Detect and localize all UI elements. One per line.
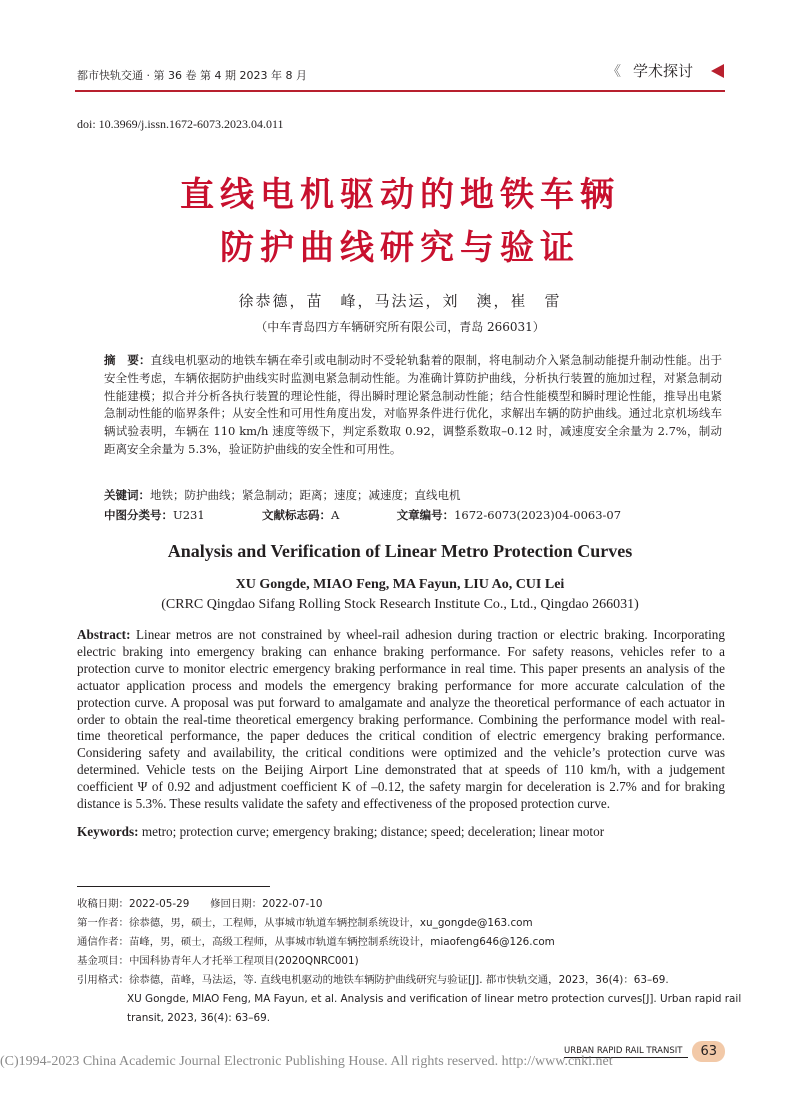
journal-issue-header: 都市快轨交通 · 第 36 卷 第 4 期 2023 年 8 月: [77, 69, 307, 82]
triangle-marker-icon: [711, 64, 724, 78]
keywords-en: [77, 824, 725, 840]
affiliation-en: (CRRC Qingdao Sifang Rolling Stock Research Institute Co., Ltd., Qingdao 266031): [161, 597, 639, 612]
abstract-en: [77, 627, 725, 813]
section-label: [607, 60, 724, 81]
clc-value: U231: [173, 508, 205, 522]
keywords-cn: [104, 487, 724, 503]
authors-en: XU Gongde, MIAO Feng, MA Fayun, LIU Ao, CUI Lei: [235, 577, 565, 592]
title-cn-line-1: 直线电机驱动的地铁车辆: [180, 175, 620, 215]
abstract-cn-text: 直线电机驱动的地铁车辆在牵引或电制动时不受轮轨黏着的限制，将电制动介入紧急制动能提升制动性能。出于安全性考虑，车辆依据防护曲线实时监测电紧急制动性能。为准确计算防护曲线，分析执行装置的施加过程，对紧急制动性能建模；拟合并分析各执行装置的理论性能，得出瞬时理论紧急制动性能；结合性能模型和瞬时理论性能，推导出电紧急制动性能的临界条件；从安全性和可用性角度出发，对临界条件进行优化，求解出车辆的防护曲线。通过北京机场线车辆试验表明，车辆在 110 km/h 速度等级下，判定系数取 0.92，调整系数取–0.12 时，减速度安全余量为 2.7%，制动距离安全余量为 5.3%，验证防护曲线的安全性和可用性。: [104, 353, 722, 456]
fund-note: 基金项目：中国科协青年人才托举工程项目(2020QNRC001): [77, 955, 359, 967]
received-dates: 收稿日期：2022-05-29 修回日期：2022-07-10: [77, 898, 323, 910]
keywords-cn-label: 关键词：: [104, 488, 150, 502]
doc-code-value: A: [330, 508, 340, 522]
title-cn-line-2: 防护曲线研究与验证: [220, 228, 580, 268]
footer-journal-en: URBAN RAPID RAIL TRANSIT: [564, 1046, 688, 1058]
corresponding-author-note: 通信作者：苗峰，男，硕士，高级工程师，从事城市轨道车辆控制系统设计，miaofeng646@126.com: [77, 936, 555, 948]
affiliation-cn: （中车青岛四方车辆研究所有限公司，青岛 266031）: [255, 320, 545, 334]
copyright-watermark: (C)1994-2023 China Academic Journal Electronic Publishing House. All rights reserved. http://www.cnki.net: [0, 1054, 613, 1069]
abstract-en-label: Abstract:: [77, 627, 131, 642]
keywords-en-label: Keywords:: [77, 824, 139, 839]
first-author-note: 第一作者：徐恭德，男，硕士，工程师，从事城市轨道车辆控制系统设计，xu_gongde@163.com: [77, 917, 533, 929]
abstract-cn: [104, 352, 722, 459]
abstract-cn-label: 摘 要：: [104, 353, 151, 367]
article-no-value: 1672-6073(2023)04-0063-07: [454, 508, 622, 522]
page-number: 63: [692, 1041, 725, 1062]
title-en: Analysis and Verification of Linear Metro Protection Curves: [167, 541, 633, 561]
citation-en-line-1: XU Gongde, MIAO Feng, MA Fayun, et al. Analysis and verification of linear metro protection curves[J]. Urban rapid rail: [127, 993, 742, 1005]
clc-label: 中图分类号：: [104, 508, 173, 522]
keywords-en-text: metro; protection curve; emergency braking; distance; speed; deceleration; linear motor: [141, 824, 605, 839]
citation-cn: 引用格式：徐恭德，苗峰，马法运，等. 直线电机驱动的地铁车辆防护曲线研究与验证[J]. 都市快轨交通，2023，36(4)：63–69.: [77, 974, 669, 986]
section-title: 学术探讨: [632, 62, 693, 80]
doc-code-label: 文献标志码：: [261, 508, 331, 522]
doi: doi: 10.3969/j.issn.1672-6073.2023.04.011: [77, 117, 284, 131]
section-prefix-icon: 《: [606, 63, 619, 80]
header-rule: [75, 90, 725, 92]
footnotes: [77, 895, 742, 1028]
keywords-cn-text: 地铁；防护曲线；紧急制动；距离；速度；减速度；直线电机: [150, 488, 461, 502]
classification-row: [104, 507, 724, 523]
article-no-label: 文章编号：: [396, 508, 455, 522]
abstract-en-text: Linear metros are not constrained by wheel-rail adhesion during traction or electric braking. Incorporating electric braking into emergency braking can enhance braking performance. For safety reasons, vehicles refer to a protection curve to monitor electric emergency braking performance in real time. This paper presents an analysis of the actuator application process and models the emergency braking performance for more accurate calculation of the protection curve. A proposal was put forward to amalgamate and analyze the theoretical performance of each actuator in order to obtain the real-time theoretical emergency braking performance. Combining the performance model with real-time theoretical performance, the paper deduces the critical condition of electric emergency braking performance. Considering safety and availability, the critical conditions were optimized and the vehicle’s protection curve was determined. Vehicle tests on the Beijing Airport Line demonstrated that at speeds of 110 km/h, with a judgement coefficient Ψ of 0.92 and adjustment coefficient K of –0.12, the safety margin for deceleration is 2.7% and for braking distance is 5.3%. These results validate the safety and effectiveness of the proposed protection curve.: [77, 627, 725, 812]
citation-en-line-2: transit, 2023, 36(4): 63–69.: [127, 1012, 271, 1024]
footnote-rule: [77, 886, 270, 887]
authors-cn: 徐恭德，苗 峰，马法运，刘 澳，崔 雷: [238, 292, 562, 310]
